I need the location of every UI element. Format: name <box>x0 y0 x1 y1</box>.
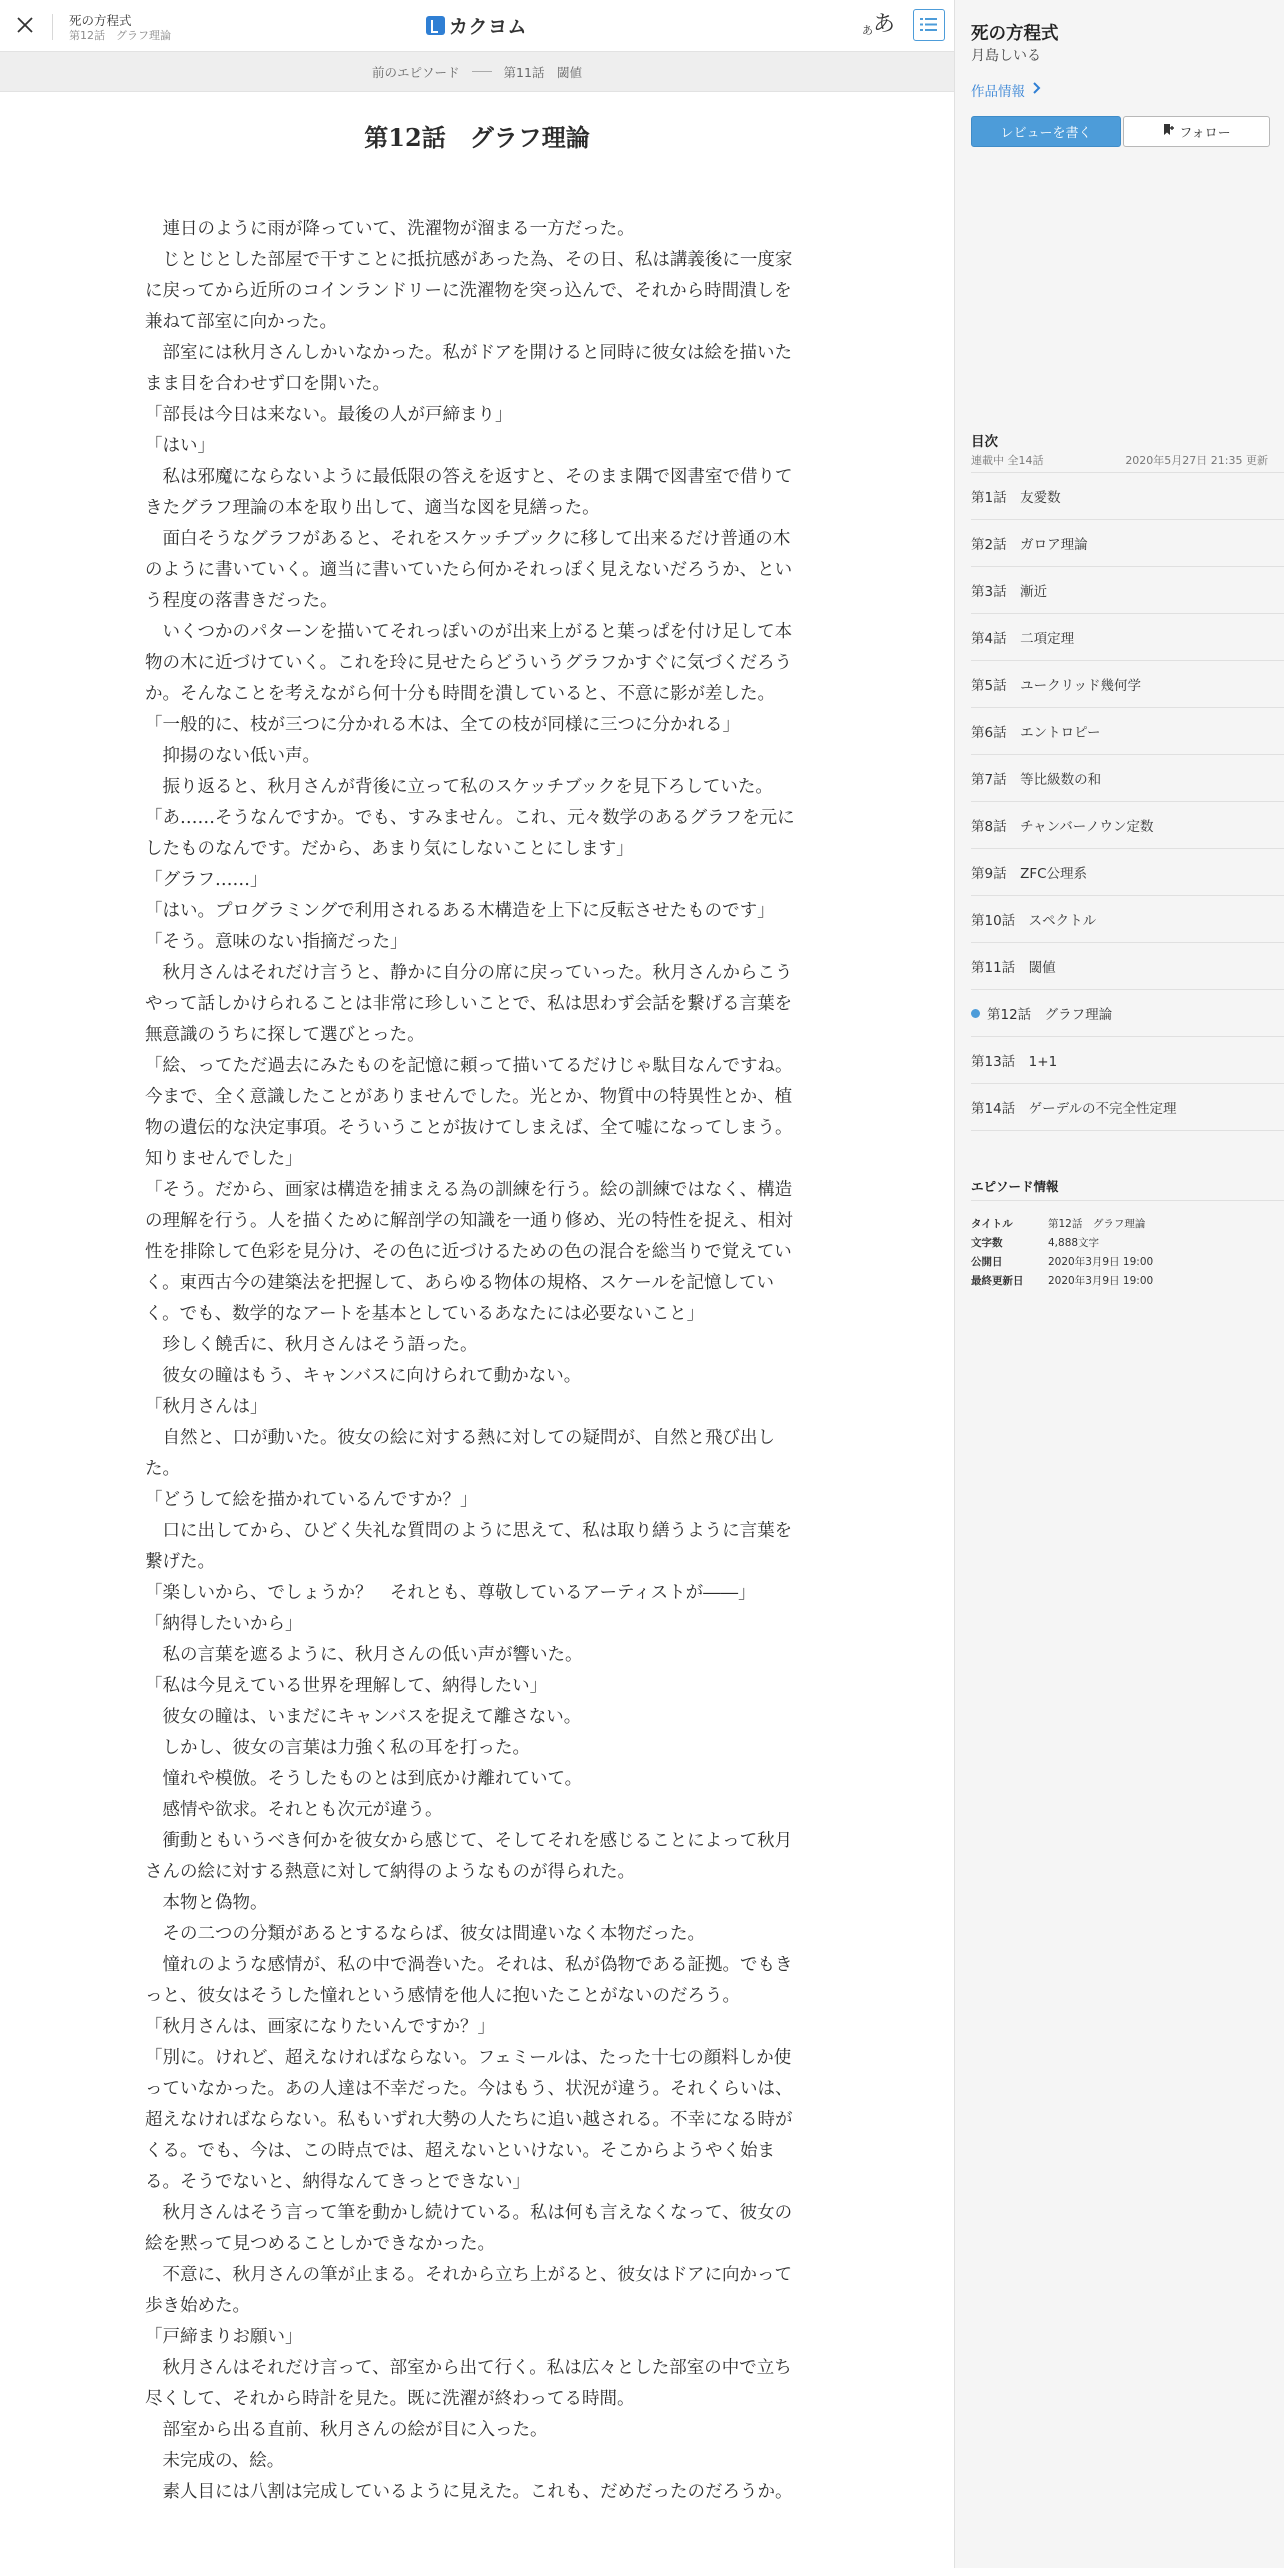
chevron-right-icon <box>1031 82 1043 98</box>
episode-info-value: 2020年3月9日 19:00 <box>1048 1275 1154 1287</box>
write-review-button[interactable]: レビューを書く <box>971 116 1121 147</box>
toc-item-label: 第6話 エントロピー <box>971 725 1101 741</box>
episode-info-table <box>971 1214 1153 1290</box>
toc-item[interactable] <box>971 1037 1284 1084</box>
paragraph: 「秋月さんは、画家になりたいんですか？」 <box>145 2017 495 2037</box>
paragraph: 未完成の、絵。 <box>145 2451 285 2471</box>
toc-item[interactable] <box>971 661 1284 708</box>
episode-info-row <box>971 1252 1153 1271</box>
toc-item[interactable] <box>971 708 1284 755</box>
paragraph: 彼女の瞳はもう、キャンバスに向けられて動かない。 <box>145 1366 582 1386</box>
paragraph: 憧れや模倣。そうしたものとは到底かけ離れていて。 <box>145 1769 583 1789</box>
paragraph: 自然と、口が動いた。彼女の絵に対する熱に対しての疑問が、自然と飛び出した。 <box>145 1428 775 1479</box>
toc-header: 目次 <box>971 434 998 450</box>
toc-item[interactable] <box>971 802 1284 849</box>
close-icon <box>8 8 42 42</box>
paragraph: その二つの分類があるとするならば、彼女は間違いなく本物だった。 <box>145 1924 705 1944</box>
paragraph: 珍しく饒舌に、秋月さんはそう語った。 <box>145 1335 478 1355</box>
toc-item-label: 第10話 スペクトル <box>971 913 1097 929</box>
toc-item-label: 第2話 ガロア理論 <box>971 537 1088 553</box>
episode-info-value: 第12話 グラフ理論 <box>1048 1218 1146 1230</box>
toc-item[interactable] <box>971 1084 1284 1131</box>
paragraph: 口に出してから、ひどく失礼な質問のように思えて、私は取り繕うように言葉を繋げた。 <box>145 1521 793 1572</box>
episode-info-row <box>971 1214 1153 1233</box>
work-info-label: 作品情報 <box>971 84 1025 100</box>
toc-item-label: 第11話 閾値 <box>971 960 1056 976</box>
chapter-title: 第12話 グラフ理論 <box>364 123 590 152</box>
toc-item[interactable] <box>971 896 1284 943</box>
current-episode-dot-icon <box>971 1009 980 1018</box>
work-info-link[interactable] <box>971 80 1043 100</box>
paragraph: 面白そうなグラフがあると、それをスケッチブックに移して出来るだけ普通の木のように書いていく。適当に書いていたら何かそれっぽく見えないだろうか、という程度の落書きだった。 <box>145 529 793 611</box>
toc-item-label: 第12話 グラフ理論 <box>987 1007 1113 1023</box>
divider <box>472 71 492 72</box>
bookmark-plus-icon <box>1162 123 1175 140</box>
logo-text: カクヨム <box>449 15 528 38</box>
paragraph: 「私は今見えている世界を理解して、納得したい」 <box>145 1676 548 1696</box>
paragraph: しかし、彼女の言葉は力強く私の耳を打った。 <box>145 1738 530 1758</box>
toc-status: 連載中 全14話 <box>971 454 1044 467</box>
toc-item-label: 第9話 ZFC公理系 <box>971 866 1088 882</box>
paragraph: 「そう。意味のない指摘だった」 <box>145 932 408 952</box>
episode-info-key: 公開日 <box>971 1256 1003 1268</box>
follow-button[interactable] <box>1123 116 1270 147</box>
top-bar <box>0 0 954 52</box>
episode-info-key: 文字数 <box>971 1237 1003 1249</box>
toc-item[interactable] <box>971 755 1284 802</box>
paragraph: 衝動ともいうべき何かを彼女から感じて、そしてそれを感じることによって秋月さんの絵に対する熱意に対して納得のようなものが得られた。 <box>145 1831 793 1882</box>
paragraph: 「部長は今日は来ない。最後の人が戸締まり」 <box>145 405 513 425</box>
author-name[interactable]: 月島しいる <box>971 48 1041 64</box>
episode-info-key: タイトル <box>971 1218 1013 1230</box>
toc-toggle-button[interactable] <box>913 9 945 41</box>
paragraph: 「別に。けれど、超えなければならない。フェミールは、たった十七の顔料しか使っていなかった。あの人達は不幸だった。今はもう、状況が違う。それくらいは、超えなければならない。私もいずれ大勢の人たちに追い越される。不幸になる時がくる。でも、今は、この時点では、超えないといけない。そこからようやく始まる。そうでないと、納得なんてきっとできない」 <box>145 2048 793 2192</box>
paragraph: 不意に、秋月さんの筆が止まる。それから立ち上がると、彼女はドアに向かって歩き始めた。 <box>145 2265 792 2316</box>
sidebar-work-title[interactable]: 死の方程式 <box>971 24 1059 44</box>
paragraph: 憧れのような感情が、私の中で渦巻いた。それは、私が偽物である証拠。でもきっと、彼女はそうした憧れという感情を他人に抱いたことがないのだろう。 <box>145 1955 793 2006</box>
paragraph: 本物と偽物。 <box>145 1893 268 1913</box>
toc-item-label: 第8話 チャンバーノウン定数 <box>971 819 1154 835</box>
paragraph: 連日のように雨が降っていて、洗濯物が溜まる一方だった。 <box>145 219 635 239</box>
toc-item-label: 第4話 二項定理 <box>971 631 1075 647</box>
paragraph: 「納得したいから」 <box>145 1614 303 1634</box>
episode-info-key: 最終更新日 <box>971 1275 1024 1287</box>
toc-item[interactable] <box>971 614 1284 661</box>
toc-item-label: 第7話 等比級数の和 <box>971 772 1102 788</box>
paragraph: 「秋月さんは」 <box>145 1397 268 1417</box>
paragraph: 彼女の瞳は、いまだにキャンバスを捉えて離さない。 <box>145 1707 582 1727</box>
paragraph: 「あ……そうなんですか。でも、すみません。これ、元々数学のあるグラフを元にしたものなんです。だから、あまり気にしないことにします」 <box>145 808 795 859</box>
toc-item[interactable] <box>971 849 1284 896</box>
episode-navigation <box>0 52 954 92</box>
paragraph: 私は邪魔にならないように最低限の答えを返すと、そのまま隅で図書室で借りてきたグラフ理論の本を取り出して、適当な図を見繕った。 <box>145 467 793 518</box>
paragraph: じとじとした部屋で干すことに抵抗感があった為、その日、私は講義後に一度家に戻ってから近所のコインランドリーに洗濯物を突っ込んで、それから時間潰しを兼ねて部室に向かった。 <box>145 250 793 332</box>
paragraph: 「そう。だから、画家は構造を捕まえる為の訓練を行う。絵の訓練ではなく、構造の理解を行う。人を描くために解剖学の知識を一通り修め、光の特性を捉え、相対性を排除して色彩を見分け、その色に近づけるための色の混合を総当りで覚えていく。東西古今の建築法を把握して、あらゆる物体の規格、スケールを記憶していく。でも、数学的なアートを基本としているあなたには必要ないこと」 <box>145 1180 793 1324</box>
paragraph: 「絵、ってただ過去にみたものを記憶に頼って描いてるだけじゃ駄目なんですね。今まで、全く意識したことがありませんでした。光とか、物質中の特異性とか、植物の遺伝的な決定事項。そういうことが抜けてしまえば、全て嘘になってしまう。知りませんでした」 <box>145 1056 793 1169</box>
font-size-button[interactable] <box>862 10 895 40</box>
paragraph: 素人目には八割は完成しているように見えた。これも、だめだったのだろうか。 <box>145 2482 793 2502</box>
episode-info-value: 4,888文字 <box>1048 1237 1100 1249</box>
toc-item[interactable] <box>971 520 1284 567</box>
paragraph: 部室から出る直前、秋月さんの絵が目に入った。 <box>145 2420 548 2440</box>
episode-info-row <box>971 1233 1153 1252</box>
paragraph: 秋月さんはそう言って筆を動かし続けている。私は何も言えなくなって、彼女の絵を黙って見つめることしかできなかった。 <box>145 2203 793 2254</box>
prev-episode-link[interactable]: 前のエピソード <box>372 64 460 80</box>
toc-item[interactable] <box>971 473 1284 520</box>
paragraph: 「戸締まりお願い」 <box>145 2327 303 2347</box>
divider <box>52 14 53 40</box>
episode-info-value: 2020年3月9日 19:00 <box>1048 1256 1154 1268</box>
toc-item-label: 第14話 ゲーデルの不完全性定理 <box>971 1101 1177 1117</box>
sidebar <box>954 0 1284 2568</box>
work-title[interactable]: 死の方程式 <box>69 13 132 28</box>
kakuyomu-logo[interactable] <box>426 13 527 37</box>
paragraph: 「はい。プログラミングで利用されるある木構造を上下に反転させたものです」 <box>145 901 775 921</box>
toc-item[interactable] <box>971 943 1284 990</box>
follow-label: フォロー <box>1179 126 1231 141</box>
paragraph: 「グラフ……」 <box>145 870 268 890</box>
paragraph: いくつかのパターンを描いてそれっぽいのが出来上がると葉っぱを付け足して本物の木に近づけていく。これを玲に見せたらどういうグラフかすぐに気づくだろうか。そんなことを考えながら何十分も時間を潰していると、不意に影が差した。 <box>145 622 793 704</box>
paragraph: 「どうして絵を描かれているんですか？」 <box>145 1490 478 1510</box>
paragraph: 秋月さんはそれだけ言うと、静かに自分の席に戻っていった。秋月さんからこうやって話しかけられることは非常に珍しいことで、私は思わず会話を繋げる言葉を無意識のうちに探して選びとった。 <box>145 963 793 1045</box>
font-large-glyph: あ <box>873 12 896 37</box>
list-icon <box>914 10 943 39</box>
paragraph: 感情や欲求。それとも次元が違う。 <box>145 1800 443 1820</box>
episode-title: 第12話 グラフ理論 <box>69 29 171 42</box>
font-small-glyph: あ <box>862 24 873 37</box>
episode-info-header: エピソード情報 <box>971 1179 1059 1194</box>
toc-item-label: 第13話 1+1 <box>971 1054 1058 1070</box>
toc-list <box>971 472 1284 1131</box>
toc-item[interactable] <box>971 990 1284 1037</box>
paragraph: 「楽しいから、でしょうか？ それとも、尊敬しているアーティストが――」 <box>145 1583 756 1603</box>
toc-item-label: 第3話 漸近 <box>971 584 1048 600</box>
toc-updated: 2020年5月27日 21:35 更新 <box>1125 454 1268 467</box>
paragraph: 「一般的に、枝が三つに分かれる木は、全ての枝が同様に三つに分かれる」 <box>145 715 740 735</box>
close-button[interactable] <box>8 8 42 42</box>
episode-info-row <box>971 1271 1153 1290</box>
prev-episode-title[interactable]: 第11話 閾値 <box>503 64 582 80</box>
paragraph: 「はい」 <box>145 436 215 456</box>
toc-item-label: 第5話 ユークリッド幾何学 <box>971 678 1142 694</box>
paragraph: 私の言葉を遮るように、秋月さんの低い声が響いた。 <box>145 1645 583 1665</box>
toc-item[interactable] <box>971 567 1284 614</box>
toc-item-label: 第1話 友愛数 <box>971 490 1061 506</box>
paragraph: 秋月さんはそれだけ言って、部室から出て行く。私は広々とした部室の中で立ち尽くして、それから時計を見た。既に洗濯が終わってる時間。 <box>145 2358 792 2409</box>
divider <box>971 1200 1284 1201</box>
chapter-body <box>145 214 795 2508</box>
paragraph: 抑揚のない低い声。 <box>145 746 320 766</box>
paragraph: 部室には秋月さんしかいなかった。私がドアを開けると同時に彼女は絵を描いたまま目を合わせず口を開いた。 <box>145 343 792 394</box>
logo-icon <box>426 16 445 35</box>
paragraph: 振り返ると、秋月さんが背後に立って私のスケッチブックを見下ろしていた。 <box>145 777 773 797</box>
